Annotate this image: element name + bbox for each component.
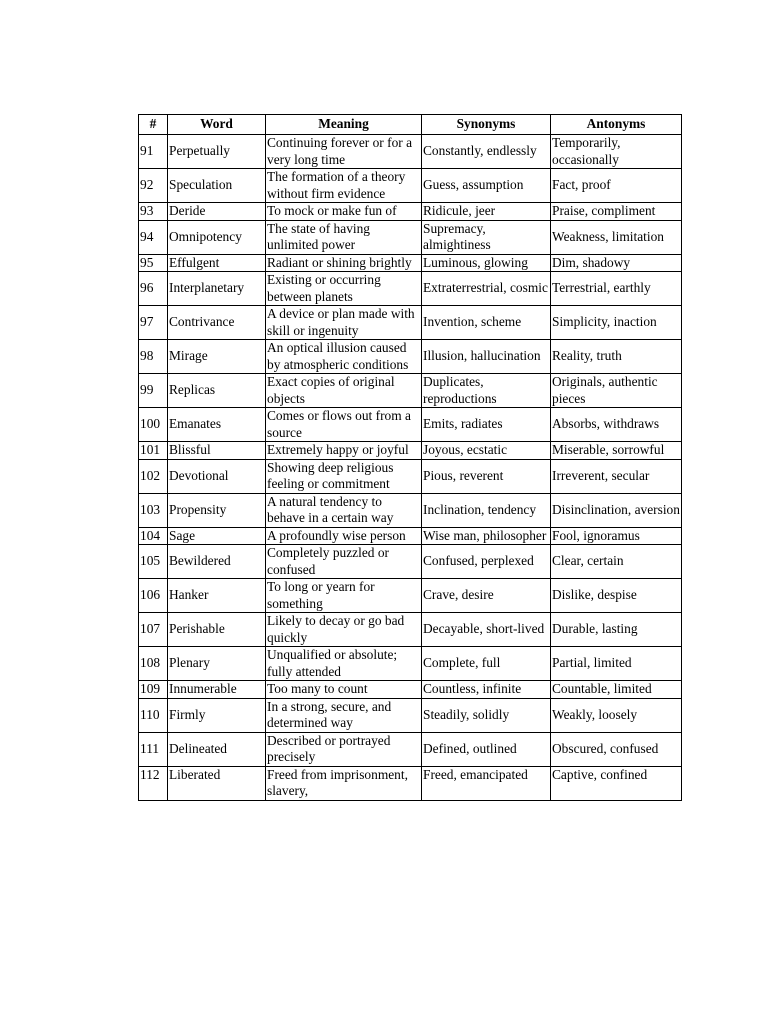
cell-word: Plenary: [168, 647, 266, 681]
cell-antonyms: Praise, compliment: [551, 203, 682, 221]
table-row: [139, 408, 682, 442]
cell-synonyms: Emits, radiates: [422, 408, 551, 442]
cell-antonyms: Terrestrial, earthly: [551, 272, 682, 306]
table-row: [139, 459, 682, 493]
cell-antonyms: Fact, proof: [551, 169, 682, 203]
cell-number: 112: [139, 766, 168, 800]
cell-meaning: Comes or flows out from a source: [266, 408, 422, 442]
cell-meaning: Extremely happy or joyful: [266, 442, 422, 460]
cell-number: 106: [139, 579, 168, 613]
cell-synonyms: Crave, desire: [422, 579, 551, 613]
cell-meaning: In a strong, secure, and determined way: [266, 698, 422, 732]
cell-antonyms: Durable, lasting: [551, 613, 682, 647]
header-row: [139, 115, 682, 135]
cell-synonyms: Illusion, hallucination: [422, 340, 551, 374]
cell-word: Liberated: [168, 766, 266, 800]
cell-antonyms: Originals, authentic pieces: [551, 374, 682, 408]
cell-synonyms: Freed, emancipated: [422, 766, 551, 800]
cell-meaning: Showing deep religious feeling or commitment: [266, 459, 422, 493]
table-row: [139, 732, 682, 766]
cell-number: 93: [139, 203, 168, 221]
cell-word: Blissful: [168, 442, 266, 460]
table-row: [139, 306, 682, 340]
cell-synonyms: Luminous, glowing: [422, 254, 551, 272]
table-row: [139, 340, 682, 374]
cell-meaning: Freed from imprisonment, slavery,: [266, 766, 422, 800]
cell-word: Sage: [168, 527, 266, 545]
table-row: [139, 272, 682, 306]
table-row: [139, 681, 682, 699]
header-antonyms: Antonyms: [551, 115, 682, 135]
cell-word: Omnipotency: [168, 220, 266, 254]
cell-meaning: Radiant or shining brightly: [266, 254, 422, 272]
table-row: [139, 647, 682, 681]
cell-number: 109: [139, 681, 168, 699]
cell-synonyms: Guess, assumption: [422, 169, 551, 203]
cell-word: Hanker: [168, 579, 266, 613]
cell-synonyms: Decayable, short-lived: [422, 613, 551, 647]
cell-antonyms: Reality, truth: [551, 340, 682, 374]
cell-meaning: A device or plan made with skill or ingenuity: [266, 306, 422, 340]
table-row: [139, 545, 682, 579]
cell-number: 94: [139, 220, 168, 254]
cell-word: Interplanetary: [168, 272, 266, 306]
table-row: [139, 254, 682, 272]
cell-word: Effulgent: [168, 254, 266, 272]
cell-antonyms: Captive, confined: [551, 766, 682, 800]
cell-number: 110: [139, 698, 168, 732]
table-header: [139, 115, 682, 135]
table-row: [139, 698, 682, 732]
cell-meaning: To mock or make fun of: [266, 203, 422, 221]
cell-antonyms: Irreverent, secular: [551, 459, 682, 493]
header-meaning: Meaning: [266, 115, 422, 135]
cell-antonyms: Weakness, limitation: [551, 220, 682, 254]
cell-antonyms: Miserable, sorrowful: [551, 442, 682, 460]
cell-antonyms: Weakly, loosely: [551, 698, 682, 732]
cell-meaning: An optical illusion caused by atmospheric conditions: [266, 340, 422, 374]
vocabulary-table: [138, 114, 682, 801]
cell-meaning: A natural tendency to behave in a certain way: [266, 493, 422, 527]
table-row: [139, 766, 682, 800]
cell-synonyms: Pious, reverent: [422, 459, 551, 493]
cell-word: Emanates: [168, 408, 266, 442]
cell-word: Perishable: [168, 613, 266, 647]
cell-word: Deride: [168, 203, 266, 221]
cell-synonyms: Steadily, solidly: [422, 698, 551, 732]
cell-synonyms: Complete, full: [422, 647, 551, 681]
cell-word: Delineated: [168, 732, 266, 766]
cell-word: Replicas: [168, 374, 266, 408]
cell-synonyms: Confused, perplexed: [422, 545, 551, 579]
cell-meaning: Unqualified or absolute; fully attended: [266, 647, 422, 681]
cell-meaning: To long or yearn for something: [266, 579, 422, 613]
cell-antonyms: Partial, limited: [551, 647, 682, 681]
cell-number: 96: [139, 272, 168, 306]
cell-synonyms: Countless, infinite: [422, 681, 551, 699]
cell-word: Speculation: [168, 169, 266, 203]
cell-number: 99: [139, 374, 168, 408]
cell-word: Contrivance: [168, 306, 266, 340]
cell-synonyms: Ridicule, jeer: [422, 203, 551, 221]
cell-antonyms: Obscured, confused: [551, 732, 682, 766]
cell-number: 102: [139, 459, 168, 493]
cell-number: 100: [139, 408, 168, 442]
cell-meaning: Described or portrayed precisely: [266, 732, 422, 766]
cell-antonyms: Disinclination, aversion: [551, 493, 682, 527]
table-row: [139, 135, 682, 169]
table-row: [139, 374, 682, 408]
cell-word: Firmly: [168, 698, 266, 732]
cell-meaning: The state of having unlimited power: [266, 220, 422, 254]
cell-antonyms: Dislike, despise: [551, 579, 682, 613]
cell-number: 97: [139, 306, 168, 340]
cell-word: Innumerable: [168, 681, 266, 699]
table-body: [139, 135, 682, 801]
cell-meaning: Exact copies of original objects: [266, 374, 422, 408]
cell-synonyms: Supremacy, almightiness: [422, 220, 551, 254]
cell-number: 98: [139, 340, 168, 374]
cell-antonyms: Clear, certain: [551, 545, 682, 579]
cell-antonyms: Absorbs, withdraws: [551, 408, 682, 442]
cell-meaning: Too many to count: [266, 681, 422, 699]
cell-antonyms: Fool, ignoramus: [551, 527, 682, 545]
header-synonyms: Synonyms: [422, 115, 551, 135]
cell-meaning: A profoundly wise person: [266, 527, 422, 545]
cell-number: 111: [139, 732, 168, 766]
cell-number: 92: [139, 169, 168, 203]
cell-antonyms: Dim, shadowy: [551, 254, 682, 272]
table-row: [139, 527, 682, 545]
cell-number: 108: [139, 647, 168, 681]
cell-antonyms: Simplicity, inaction: [551, 306, 682, 340]
header-number: #: [139, 115, 168, 135]
table-row: [139, 220, 682, 254]
cell-antonyms: Temporarily, occasionally: [551, 135, 682, 169]
cell-synonyms: Constantly, endlessly: [422, 135, 551, 169]
table-row: [139, 203, 682, 221]
cell-synonyms: Wise man, philosopher: [422, 527, 551, 545]
cell-antonyms: Countable, limited: [551, 681, 682, 699]
cell-meaning: The formation of a theory without firm evidence: [266, 169, 422, 203]
cell-number: 103: [139, 493, 168, 527]
cell-word: Propensity: [168, 493, 266, 527]
table-row: [139, 442, 682, 460]
cell-word: Bewildered: [168, 545, 266, 579]
cell-word: Perpetually: [168, 135, 266, 169]
cell-number: 101: [139, 442, 168, 460]
header-word: Word: [168, 115, 266, 135]
cell-synonyms: Extraterrestrial, cosmic: [422, 272, 551, 306]
table-row: [139, 493, 682, 527]
cell-number: 104: [139, 527, 168, 545]
cell-meaning: Completely puzzled or confused: [266, 545, 422, 579]
cell-synonyms: Duplicates, reproductions: [422, 374, 551, 408]
cell-number: 107: [139, 613, 168, 647]
cell-number: 105: [139, 545, 168, 579]
cell-meaning: Continuing forever or for a very long time: [266, 135, 422, 169]
cell-number: 91: [139, 135, 168, 169]
cell-meaning: Likely to decay or go bad quickly: [266, 613, 422, 647]
table-row: [139, 169, 682, 203]
cell-synonyms: Invention, scheme: [422, 306, 551, 340]
table-row: [139, 613, 682, 647]
cell-meaning: Existing or occurring between planets: [266, 272, 422, 306]
cell-synonyms: Defined, outlined: [422, 732, 551, 766]
cell-synonyms: Joyous, ecstatic: [422, 442, 551, 460]
table-row: [139, 579, 682, 613]
cell-synonyms: Inclination, tendency: [422, 493, 551, 527]
cell-word: Devotional: [168, 459, 266, 493]
cell-word: Mirage: [168, 340, 266, 374]
cell-number: 95: [139, 254, 168, 272]
